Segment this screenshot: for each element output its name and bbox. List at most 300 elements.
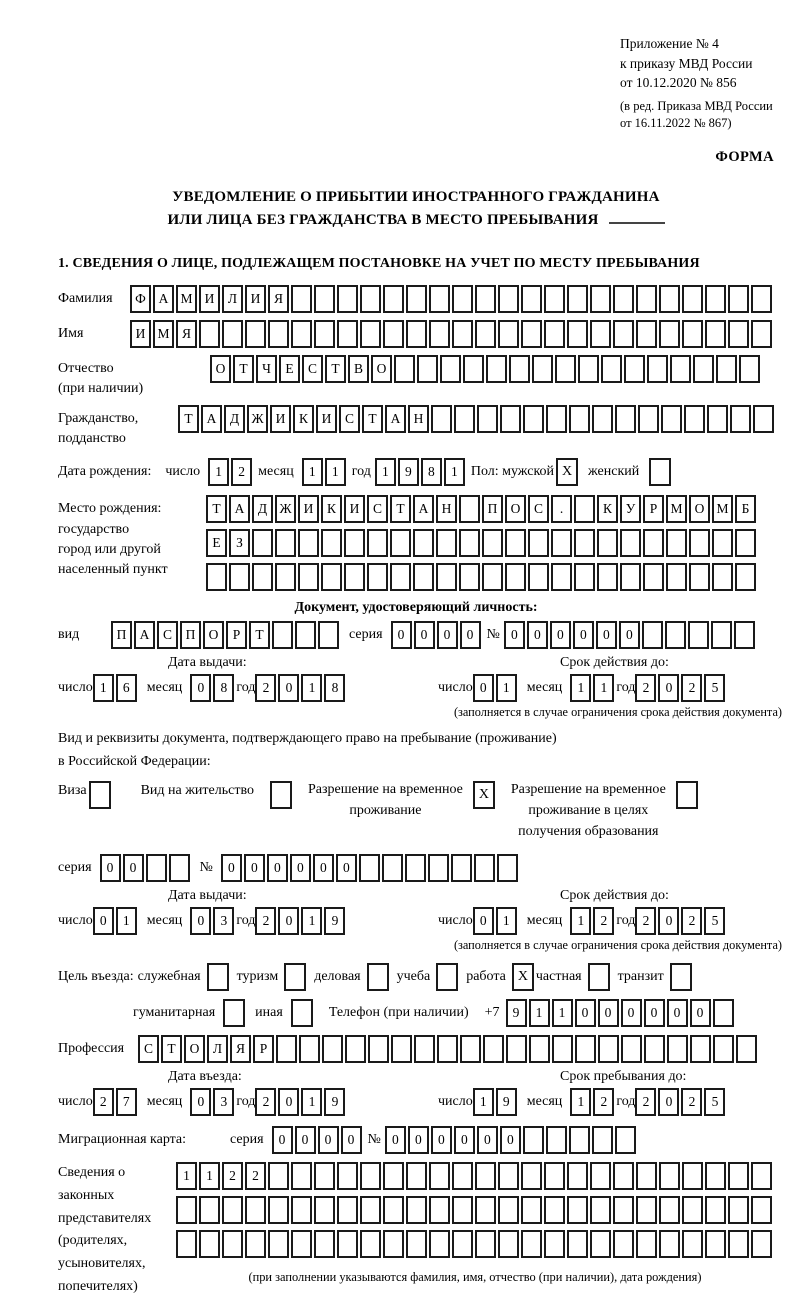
char-cell[interactable] [705,1196,726,1224]
char-cell[interactable] [229,563,250,591]
char-cell[interactable] [751,320,772,348]
char-cell[interactable]: 0 [221,854,242,882]
char-cell[interactable] [394,355,415,383]
char-cell[interactable]: 0 [500,1126,521,1154]
char-cell[interactable]: 0 [431,1126,452,1154]
char-cell[interactable] [337,1196,358,1224]
char-cell[interactable]: И [298,495,319,523]
char-cell[interactable] [528,529,549,557]
char-cell[interactable] [574,529,595,557]
char-cell[interactable] [391,1035,412,1063]
char-cell[interactable]: Я [230,1035,251,1063]
char-cell[interactable] [636,1196,657,1224]
migration-number-cells[interactable] [385,1126,638,1154]
char-cell[interactable] [452,320,473,348]
char-cell[interactable] [636,285,657,313]
char-cell[interactable]: 1 [301,674,322,702]
char-cell[interactable] [567,1230,588,1258]
char-cell[interactable] [613,1230,634,1258]
char-cell[interactable]: А [153,285,174,313]
char-cell[interactable] [569,405,590,433]
char-cell[interactable] [382,854,403,882]
char-cell[interactable] [590,1196,611,1224]
char-cell[interactable] [291,1230,312,1258]
char-cell[interactable] [252,529,273,557]
residence-permit-checkbox[interactable] [270,781,292,809]
char-cell[interactable] [436,529,457,557]
char-cell[interactable] [730,405,751,433]
char-cell[interactable]: Я [268,285,289,313]
char-cell[interactable] [567,285,588,313]
char-cell[interactable] [291,285,312,313]
birth-place-row2[interactable] [206,529,758,557]
char-cell[interactable] [613,1162,634,1190]
residence-issue-day-cells[interactable] [93,907,139,935]
char-cell[interactable] [574,563,595,591]
char-cell[interactable]: 8 [324,674,345,702]
char-cell[interactable] [638,405,659,433]
char-cell[interactable]: Р [253,1035,274,1063]
char-cell[interactable] [551,563,572,591]
char-cell[interactable] [735,529,756,557]
char-cell[interactable]: О [371,355,392,383]
char-cell[interactable] [337,320,358,348]
char-cell[interactable]: 2 [93,1088,114,1116]
char-cell[interactable] [222,1196,243,1224]
char-cell[interactable]: Т [206,495,227,523]
char-cell[interactable] [321,563,342,591]
char-cell[interactable] [498,1162,519,1190]
char-cell[interactable] [199,1196,220,1224]
gender-female-checkbox[interactable] [649,458,671,486]
char-cell[interactable] [712,529,733,557]
char-cell[interactable]: У [620,495,641,523]
char-cell[interactable] [452,1230,473,1258]
char-cell[interactable]: 0 [598,999,619,1027]
char-cell[interactable] [689,563,710,591]
char-cell[interactable] [659,1230,680,1258]
char-cell[interactable]: Е [279,355,300,383]
char-cell[interactable] [728,1230,749,1258]
char-cell[interactable] [452,1162,473,1190]
char-cell[interactable]: А [134,621,155,649]
char-cell[interactable] [636,1230,657,1258]
char-cell[interactable] [429,1162,450,1190]
char-cell[interactable] [621,1035,642,1063]
char-cell[interactable]: 9 [324,907,345,935]
char-cell[interactable]: 0 [460,621,481,649]
char-cell[interactable]: 5 [704,674,725,702]
char-cell[interactable] [360,320,381,348]
char-cell[interactable]: 0 [477,1126,498,1154]
char-cell[interactable]: Т [390,495,411,523]
char-cell[interactable] [406,1196,427,1224]
char-cell[interactable]: 0 [414,621,435,649]
char-cell[interactable] [337,1230,358,1258]
purpose-transit-checkbox[interactable] [670,963,692,991]
expiry-year-cells[interactable] [635,674,727,702]
char-cell[interactable] [578,355,599,383]
char-cell[interactable] [483,1035,504,1063]
char-cell[interactable]: Т [233,355,254,383]
char-cell[interactable] [275,563,296,591]
char-cell[interactable]: А [413,495,434,523]
temp-residence-checkbox[interactable]: X [473,781,495,809]
char-cell[interactable] [661,405,682,433]
char-cell[interactable]: Л [207,1035,228,1063]
char-cell[interactable]: С [302,355,323,383]
char-cell[interactable]: Р [226,621,247,649]
char-cell[interactable] [528,563,549,591]
char-cell[interactable] [690,1035,711,1063]
char-cell[interactable] [590,1162,611,1190]
char-cell[interactable] [360,285,381,313]
char-cell[interactable]: 0 [391,621,412,649]
char-cell[interactable] [417,355,438,383]
expiry-day-cells[interactable] [473,674,519,702]
char-cell[interactable] [682,285,703,313]
char-cell[interactable] [314,1196,335,1224]
char-cell[interactable] [590,285,611,313]
char-cell[interactable]: 2 [681,674,702,702]
char-cell[interactable] [459,563,480,591]
char-cell[interactable] [413,563,434,591]
char-cell[interactable] [322,1035,343,1063]
char-cell[interactable]: З [229,529,250,557]
char-cell[interactable] [682,1196,703,1224]
char-cell[interactable] [521,1196,542,1224]
char-cell[interactable] [199,1230,220,1258]
purpose-tourism-checkbox[interactable] [284,963,306,991]
entry-day-cells[interactable] [93,1088,139,1116]
char-cell[interactable] [429,320,450,348]
char-cell[interactable] [252,563,273,591]
purpose-work-checkbox[interactable]: X [512,963,534,991]
char-cell[interactable] [268,1162,289,1190]
char-cell[interactable] [176,1230,197,1258]
char-cell[interactable]: К [321,495,342,523]
char-cell[interactable] [383,320,404,348]
char-cell[interactable]: 0 [473,907,494,935]
char-cell[interactable]: 0 [644,999,665,1027]
char-cell[interactable] [636,1162,657,1190]
char-cell[interactable]: П [180,621,201,649]
char-cell[interactable] [597,529,618,557]
char-cell[interactable] [682,1162,703,1190]
char-cell[interactable]: 9 [324,1088,345,1116]
char-cell[interactable]: И [344,495,365,523]
char-cell[interactable] [429,1196,450,1224]
last-name-cells[interactable] [130,285,774,313]
residence-issue-month-cells[interactable] [190,907,236,935]
char-cell[interactable] [666,529,687,557]
char-cell[interactable]: 3 [213,1088,234,1116]
migration-series-cells[interactable] [272,1126,364,1154]
char-cell[interactable]: 0 [267,854,288,882]
char-cell[interactable]: 0 [318,1126,339,1154]
char-cell[interactable] [751,285,772,313]
char-cell[interactable] [383,1196,404,1224]
char-cell[interactable]: Р [643,495,664,523]
char-cell[interactable] [321,529,342,557]
birth-place-row1[interactable] [206,495,758,523]
char-cell[interactable] [753,405,774,433]
char-cell[interactable]: 0 [437,621,458,649]
char-cell[interactable] [299,1035,320,1063]
char-cell[interactable] [314,1162,335,1190]
char-cell[interactable] [574,495,595,523]
char-cell[interactable] [544,1162,565,1190]
char-cell[interactable] [736,1035,757,1063]
char-cell[interactable]: 0 [278,1088,299,1116]
char-cell[interactable] [659,1162,680,1190]
char-cell[interactable]: 9 [506,999,527,1027]
char-cell[interactable]: 2 [681,907,702,935]
char-cell[interactable] [276,1035,297,1063]
phone-cells[interactable] [506,999,736,1027]
char-cell[interactable]: 2 [593,907,614,935]
char-cell[interactable] [390,529,411,557]
char-cell[interactable]: 6 [116,674,137,702]
first-name-cells[interactable] [130,320,774,348]
char-cell[interactable] [751,1162,772,1190]
citizenship-cells[interactable] [178,405,776,433]
char-cell[interactable] [713,1035,734,1063]
char-cell[interactable]: Д [252,495,273,523]
char-cell[interactable] [314,285,335,313]
char-cell[interactable] [569,1126,590,1154]
char-cell[interactable] [684,405,705,433]
char-cell[interactable] [291,320,312,348]
char-cell[interactable] [728,320,749,348]
char-cell[interactable] [337,285,358,313]
issue-year-cells[interactable] [255,674,347,702]
char-cell[interactable]: Т [178,405,199,433]
char-cell[interactable] [555,355,576,383]
expiry-month-cells[interactable] [570,674,616,702]
doc-series-cells[interactable] [391,621,483,649]
char-cell[interactable] [383,1162,404,1190]
issue-month-cells[interactable] [190,674,236,702]
char-cell[interactable]: К [293,405,314,433]
char-cell[interactable] [245,1196,266,1224]
char-cell[interactable]: 1 [496,907,517,935]
char-cell[interactable] [613,285,634,313]
char-cell[interactable] [475,1196,496,1224]
char-cell[interactable]: Б [735,495,756,523]
char-cell[interactable]: 0 [658,907,679,935]
char-cell[interactable] [521,285,542,313]
char-cell[interactable]: С [339,405,360,433]
char-cell[interactable] [360,1196,381,1224]
char-cell[interactable] [360,1162,381,1190]
char-cell[interactable] [436,563,457,591]
char-cell[interactable] [291,1162,312,1190]
char-cell[interactable] [575,1035,596,1063]
legal-reps-row1[interactable] [176,1162,774,1190]
char-cell[interactable] [567,1196,588,1224]
char-cell[interactable] [431,405,452,433]
stay-month-cells[interactable] [570,1088,616,1116]
char-cell[interactable] [245,1230,266,1258]
char-cell[interactable] [475,320,496,348]
char-cell[interactable] [728,1162,749,1190]
char-cell[interactable] [688,621,709,649]
char-cell[interactable] [406,285,427,313]
char-cell[interactable] [268,1196,289,1224]
char-cell[interactable] [707,405,728,433]
char-cell[interactable]: Т [362,405,383,433]
char-cell[interactable] [344,529,365,557]
char-cell[interactable] [498,1196,519,1224]
char-cell[interactable] [475,1230,496,1258]
char-cell[interactable] [459,529,480,557]
char-cell[interactable] [643,529,664,557]
char-cell[interactable]: 1 [325,458,346,486]
char-cell[interactable] [509,355,530,383]
char-cell[interactable]: 2 [255,674,276,702]
char-cell[interactable] [298,563,319,591]
char-cell[interactable]: 0 [619,621,640,649]
char-cell[interactable]: 0 [385,1126,406,1154]
char-cell[interactable] [666,563,687,591]
purpose-private-checkbox[interactable] [588,963,610,991]
char-cell[interactable] [544,320,565,348]
char-cell[interactable]: И [130,320,151,348]
char-cell[interactable]: 2 [245,1162,266,1190]
purpose-business-checkbox[interactable] [367,963,389,991]
char-cell[interactable]: 1 [199,1162,220,1190]
char-cell[interactable]: 2 [635,1088,656,1116]
birth-year-cells[interactable] [375,458,467,486]
char-cell[interactable]: А [229,495,250,523]
char-cell[interactable]: 0 [290,854,311,882]
char-cell[interactable] [592,1126,613,1154]
char-cell[interactable] [682,320,703,348]
char-cell[interactable] [505,563,526,591]
char-cell[interactable] [544,1196,565,1224]
char-cell[interactable] [451,854,472,882]
purpose-official-checkbox[interactable] [207,963,229,991]
char-cell[interactable]: 2 [635,907,656,935]
residence-series-cells[interactable] [100,854,192,882]
char-cell[interactable] [474,854,495,882]
char-cell[interactable] [500,405,521,433]
temp-residence-education-checkbox[interactable] [676,781,698,809]
char-cell[interactable]: 0 [550,621,571,649]
char-cell[interactable] [460,1035,481,1063]
char-cell[interactable] [440,355,461,383]
purpose-study-checkbox[interactable] [436,963,458,991]
char-cell[interactable]: 5 [704,907,725,935]
char-cell[interactable] [682,1230,703,1258]
char-cell[interactable]: Ж [247,405,268,433]
char-cell[interactable] [598,1035,619,1063]
char-cell[interactable] [615,1126,636,1154]
char-cell[interactable] [295,621,316,649]
purpose-humanitarian-checkbox[interactable] [223,999,245,1027]
char-cell[interactable] [268,1230,289,1258]
char-cell[interactable] [406,1162,427,1190]
char-cell[interactable] [613,1196,634,1224]
char-cell[interactable] [597,563,618,591]
char-cell[interactable]: И [316,405,337,433]
char-cell[interactable] [551,529,572,557]
char-cell[interactable] [463,355,484,383]
char-cell[interactable] [716,355,737,383]
birth-month-cells[interactable] [302,458,348,486]
purpose-other-checkbox[interactable] [291,999,313,1027]
char-cell[interactable]: 1 [176,1162,197,1190]
char-cell[interactable] [359,854,380,882]
char-cell[interactable] [298,529,319,557]
char-cell[interactable]: 0 [244,854,265,882]
visa-checkbox[interactable] [89,781,111,809]
birth-day-cells[interactable] [208,458,254,486]
char-cell[interactable] [452,285,473,313]
char-cell[interactable] [314,320,335,348]
char-cell[interactable] [670,355,691,383]
patronymic-cells[interactable] [210,355,762,383]
char-cell[interactable]: Н [408,405,429,433]
char-cell[interactable] [523,1126,544,1154]
char-cell[interactable]: 1 [570,907,591,935]
char-cell[interactable]: С [367,495,388,523]
char-cell[interactable] [620,563,641,591]
char-cell[interactable] [477,405,498,433]
char-cell[interactable] [506,1035,527,1063]
char-cell[interactable]: 5 [704,1088,725,1116]
char-cell[interactable] [620,529,641,557]
char-cell[interactable] [705,285,726,313]
char-cell[interactable] [498,1230,519,1258]
char-cell[interactable] [659,1196,680,1224]
char-cell[interactable]: 0 [621,999,642,1027]
char-cell[interactable] [498,320,519,348]
char-cell[interactable]: 1 [301,907,322,935]
char-cell[interactable]: М [153,320,174,348]
char-cell[interactable]: 0 [504,621,525,649]
char-cell[interactable] [272,621,293,649]
char-cell[interactable] [521,1230,542,1258]
char-cell[interactable] [642,621,663,649]
char-cell[interactable] [624,355,645,383]
char-cell[interactable]: О [689,495,710,523]
char-cell[interactable]: 1 [116,907,137,935]
entry-year-cells[interactable] [255,1088,347,1116]
char-cell[interactable]: 0 [313,854,334,882]
char-cell[interactable] [368,1035,389,1063]
char-cell[interactable] [454,405,475,433]
char-cell[interactable] [437,1035,458,1063]
stay-day-cells[interactable] [473,1088,519,1116]
char-cell[interactable] [734,621,755,649]
char-cell[interactable]: 1 [93,674,114,702]
char-cell[interactable] [705,1162,726,1190]
char-cell[interactable] [590,1230,611,1258]
char-cell[interactable] [345,1035,366,1063]
char-cell[interactable]: 0 [575,999,596,1027]
char-cell[interactable]: 0 [658,1088,679,1116]
char-cell[interactable]: 1 [208,458,229,486]
char-cell[interactable]: С [157,621,178,649]
char-cell[interactable] [659,320,680,348]
char-cell[interactable]: Л [222,285,243,313]
char-cell[interactable] [647,355,668,383]
gender-male-checkbox[interactable]: X [556,458,578,486]
char-cell[interactable] [735,563,756,591]
birth-place-row3[interactable] [206,563,758,591]
